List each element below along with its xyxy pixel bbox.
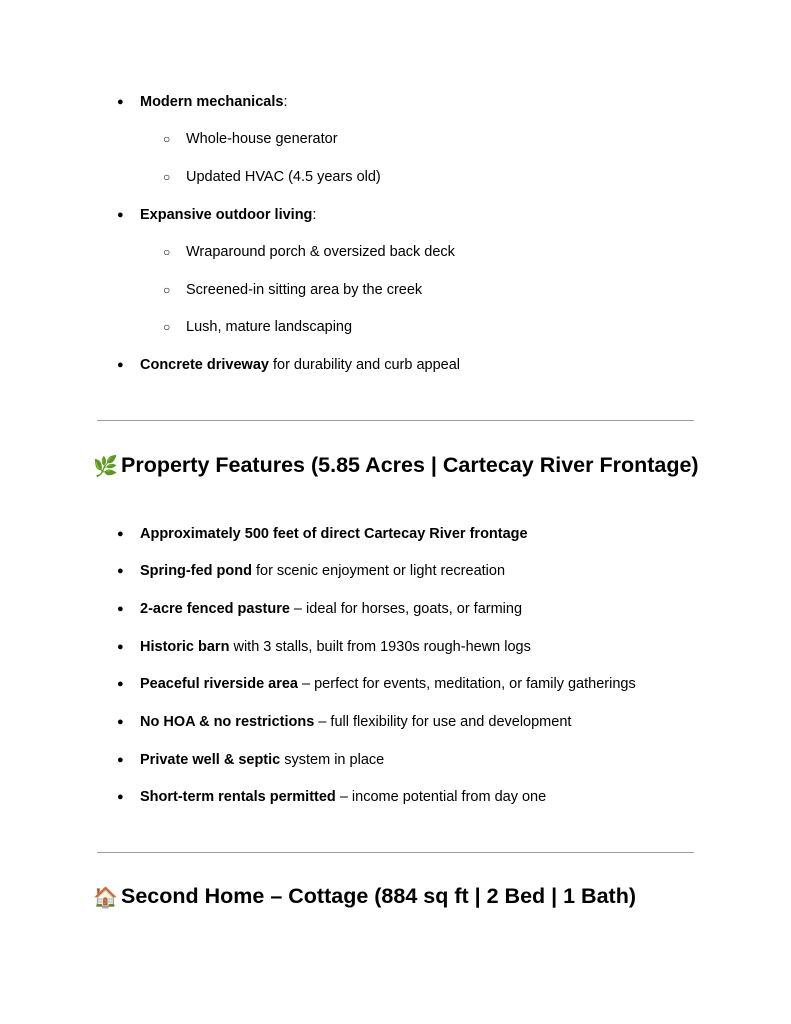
list-item: Concrete driveway for durability and curb appeal [140, 357, 460, 373]
sub-bullet-icon: ○ [163, 170, 171, 184]
list-item: Approximately 500 feet of direct Cartecay River frontage [140, 526, 528, 542]
list-item: Expansive outdoor living: [140, 207, 317, 223]
list-item: Peaceful riverside area – perfect for events, meditation, or family gatherings [140, 676, 636, 692]
sub-list-item: Screened-in sitting area by the creek [186, 282, 423, 298]
bullet-icon: ● [117, 209, 124, 221]
bullet-icon: ● [117, 528, 124, 540]
bullet-icon: ● [117, 791, 124, 803]
sub-list-item: Updated HVAC (4.5 years old) [186, 169, 381, 185]
bullet-icon: ● [117, 678, 124, 690]
bullet-icon: ● [117, 754, 124, 766]
bullet-icon: ● [117, 359, 124, 371]
herb-icon: 🌿 [93, 456, 118, 478]
list-item: Modern mechanicals: [140, 94, 288, 110]
section-heading: 🌿 Property Features (5.85 Acres | Cartecay River Frontage) [93, 451, 713, 482]
bullet-icon: ● [117, 641, 124, 653]
sub-bullet-icon: ○ [163, 132, 171, 146]
sub-list-item: Lush, mature landscaping [186, 319, 353, 335]
sub-bullet-icon: ○ [163, 283, 171, 297]
sub-bullet-icon: ○ [163, 245, 171, 259]
section-heading: 🏠 Second Home – Cottage (884 sq ft | 2 Bed | 1 Bath) [93, 882, 713, 913]
bullet-icon: ● [117, 603, 124, 615]
list-item: 2-acre fenced pasture – ideal for horses, goats, or farming [140, 601, 523, 617]
sub-list-item: Wraparound porch & oversized back deck [186, 244, 455, 260]
sub-list-item: Whole-house generator [186, 131, 338, 147]
list-item: Private well & septic system in place [140, 752, 385, 768]
bullet-icon: ● [117, 565, 124, 577]
divider [97, 420, 694, 421]
bullet-icon: ● [117, 716, 124, 728]
sub-bullet-icon: ○ [163, 320, 171, 334]
list-item: Short-term rentals permitted – income potential from day one [140, 789, 547, 805]
list-item: Spring-fed pond for scenic enjoyment or light recreation [140, 563, 506, 579]
list-item: No HOA & no restrictions – full flexibility for use and development [140, 714, 572, 730]
divider [97, 852, 694, 853]
bullet-icon: ● [117, 96, 124, 108]
house-icon: 🏠 [93, 887, 118, 909]
list-item: Historic barn with 3 stalls, built from 1930s rough-hewn logs [140, 639, 531, 655]
